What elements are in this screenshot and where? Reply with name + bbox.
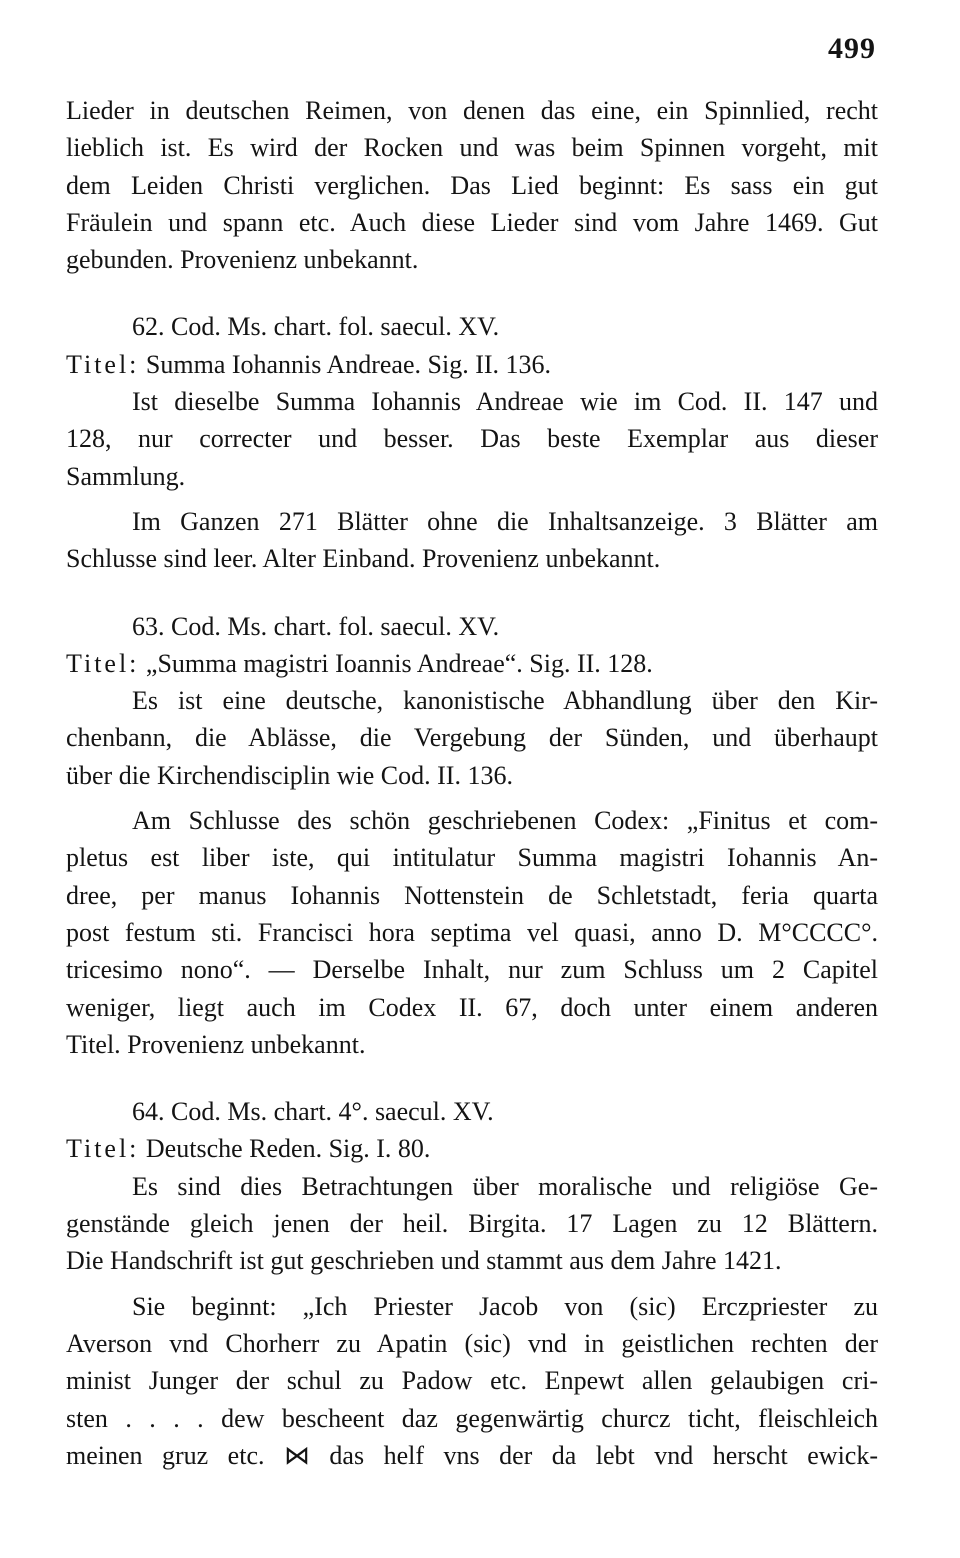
- text-line: Fräulein und spann etc. Auch diese Lieder sind vom Jahre 1469. Gut: [66, 207, 878, 237]
- title-label: Titel:: [66, 349, 140, 379]
- entry-heading: 63. Cod. Ms. chart. fol. saecul. XV.: [132, 611, 500, 641]
- text-line: Die Handschrift ist gut geschrieben und stammt aus dem Jahre 1421.: [66, 1246, 782, 1276]
- entry-heading: 62. Cod. Ms. chart. fol. saecul. XV.: [132, 312, 500, 342]
- text-line: Im Ganzen 271 Blätter ohne die Inhaltsanzeige. 3 Blätter am: [132, 506, 878, 536]
- text-line: Lieder in deutschen Reimen, von denen das eine, ein Spinnlied, recht: [66, 96, 878, 125]
- entry-title-line: [66, 1130, 878, 1167]
- text-line: minist Junger der schul zu Padow etc. Enpewt allen gelaubigen cri-: [66, 1366, 878, 1396]
- page-number: 499: [828, 32, 876, 65]
- text-line: dem Leiden Christi verglichen. Das Lied beginnt: Es sass ein gut: [66, 170, 878, 200]
- entry-title-line: [66, 346, 878, 383]
- text-line: Sammlung.: [66, 461, 186, 491]
- text-line: lieblich ist. Es wird der Rocken und was beim Spinnen vorgeht, mit: [66, 133, 878, 163]
- entry-title-line: [66, 645, 878, 682]
- text-line: pletus est liber iste, qui intitulatur Summa magistri Iohannis An-: [66, 843, 878, 873]
- intro-paragraph: [66, 92, 878, 278]
- text-line: Titel. Provenienz unbekannt.: [66, 1029, 366, 1059]
- text-line: über die Kirchendisciplin wie Cod. II. 136.: [66, 760, 513, 790]
- title-label: Titel:: [66, 648, 140, 678]
- text-line: gebunden. Provenienz unbekannt.: [66, 245, 419, 275]
- title-text: Summa Iohannis Andreae. Sig. II. 136.: [139, 349, 552, 379]
- text-line: genstände gleich jenen der heil. Birgita. 17 Lagen zu 12 Blättern.: [66, 1209, 878, 1239]
- entry-heading: 64. Cod. Ms. chart. 4°. saecul. XV.: [132, 1097, 494, 1127]
- entry-63: [66, 608, 878, 1064]
- title-label: Titel:: [66, 1134, 140, 1164]
- text-line: Es ist eine deutsche, kanonistische Abhandlung über den Kir-: [132, 686, 878, 716]
- text-line: Schlusse sind leer. Alter Einband. Provenienz unbekannt.: [66, 544, 661, 574]
- text-line: 128, nur correcter und besser. Das beste Exemplar aus dieser: [66, 424, 878, 454]
- text-line: dree, per manus Iohannis Nottenstein de Schletstadt, feria quarta: [66, 880, 878, 910]
- text-line: Averson vnd Chorherr zu Apatin (sic) vnd in geistlichen rechten der: [66, 1328, 878, 1358]
- title-text: Deutsche Reden. Sig. I. 80.: [139, 1134, 431, 1164]
- page-body: [66, 92, 878, 1474]
- text-line: meinen gruz etc. ⋈ das helf vns der da lebt vnd herscht ewick-: [66, 1440, 878, 1470]
- text-line: chenbann, die Ablässe, die Vergebung der Sünden, und überhaupt: [66, 723, 878, 753]
- text-line: Am Schlusse des schön geschriebenen Codex: „Finitus et com-: [132, 806, 878, 836]
- text-line: tricesimo nono“. — Derselbe Inhalt, nur zum Schluss um 2 Capitel: [66, 955, 878, 985]
- text-line: Ist dieselbe Summa Iohannis Andreae wie im Cod. II. 147 und: [132, 387, 878, 417]
- entry-64: [66, 1093, 878, 1474]
- title-text: „Summa magistri Ioannis Andreae“. Sig. II. 128.: [139, 648, 653, 678]
- text-line: sten . . . . dew bescheent daz gegenwärtig churcz ticht, fleischleich: [66, 1403, 878, 1433]
- entry-62: [66, 308, 878, 577]
- text-line: post festum sti. Francisci hora septima vel quasi, anno D. M°CCCC°.: [66, 917, 878, 947]
- text-line: Sie beginnt: „Ich Priester Jacob von (sic) Erczpriester zu: [132, 1291, 878, 1321]
- text-line: Es sind dies Betrachtungen über moralische und religiöse Ge-: [132, 1171, 878, 1201]
- text-line: weniger, liegt auch im Codex II. 67, doch unter einem anderen: [66, 992, 878, 1022]
